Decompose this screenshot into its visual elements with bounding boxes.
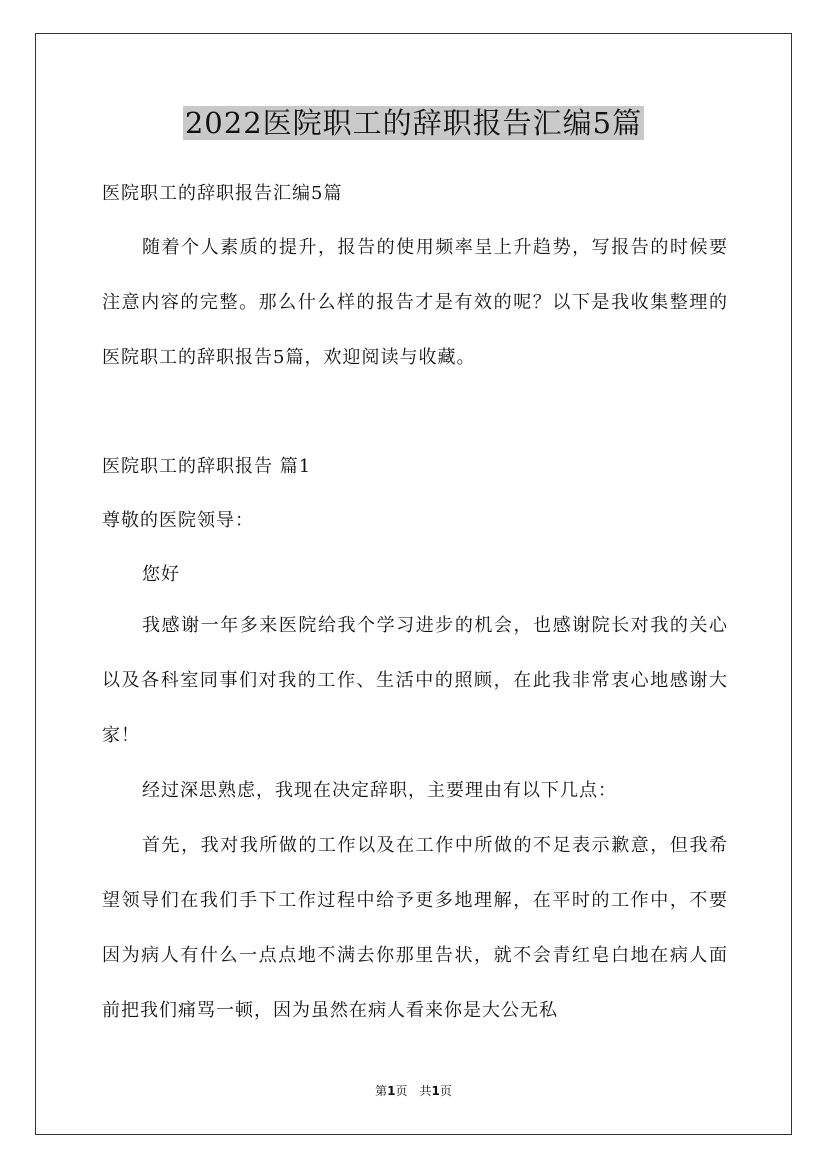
- body-paragraph: 经过深思熟虑，我现在决定辞职，主要理由有以下几点：: [142, 780, 617, 801]
- footer-page-prefix: 第: [375, 1084, 388, 1098]
- footer-page-total: 1: [431, 1084, 440, 1098]
- footer-page-mid: 页 共: [395, 1084, 432, 1098]
- document-title: [0, 103, 827, 143]
- greeting: 您好: [142, 564, 180, 585]
- salutation: 尊敬的医院领导：: [102, 510, 254, 531]
- intro-paragraph: 随着个人素质的提升，报告的使用频率呈上升趋势，写报告的时候要注意内容的完整。那么什么样的报告才是有效的呢？以下是我收集整理的医院职工的辞职报告5篇，欢迎阅读与收藏。: [102, 237, 728, 368]
- document-subtitle: 医院职工的辞职报告汇编5篇: [102, 183, 343, 204]
- footer-page-current: 1: [387, 1084, 396, 1098]
- document-title-text: 2022医院职工的辞职报告汇编5篇: [184, 106, 643, 140]
- body-paragraph: 首先，我对我所做的工作以及在工作中所做的不足表示歉意，但我希望领导们在我们手下工作过程中给予更多地理解，在平时的工作中，不要因为病人有什么一点点地不满去你那里告状，就不会青红皂白地在病人面前把我们痛骂一顿，因为虽然在病人看来你是大公无私: [102, 835, 728, 1021]
- body-paragraph: 我感谢一年多来医院给我个学习进步的机会，也感谢院长对我的关心以及各科室同事们对我的工作、生活中的照顾，在此我非常衷心地感谢大家！: [102, 615, 728, 746]
- page-footer: [0, 1083, 827, 1099]
- section-heading: 医院职工的辞职报告 篇1: [102, 456, 312, 477]
- footer-page-suffix: 页: [439, 1084, 452, 1098]
